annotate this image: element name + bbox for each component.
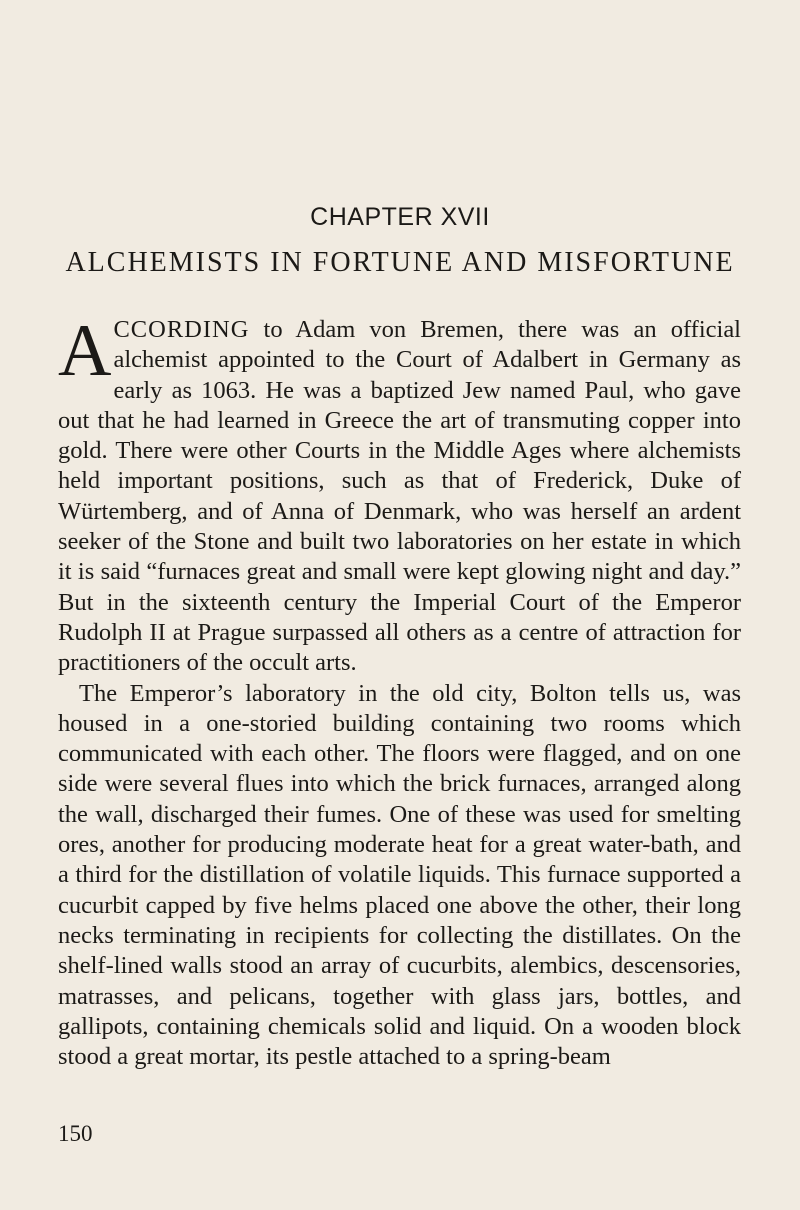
paragraph-1-text: to Adam von Bremen, there was an official alchemist appointed to the Court of Adalbert in Germany as early as 1063. He was a baptized Jew named Paul, who gave out that he had learned in Greece the art of transmuting copper into gold. There were other Courts in the Middle Ages where alchemists held important positions, such as that of Frederick, Duke of Würtemberg, and of Anna of Denmark, who was herself an ardent seeker of the Stone and built two laboratories on her estate in which it is said “furnaces great and small were kept glowing night and day.” But in the sixteenth century the Imperial Court of the Emperor Rudolph II at Prague surpassed all others as a centre of attraction for practitioners of the occult arts.: [58, 316, 741, 677]
paragraph-2: The Emperor’s laboratory in the old city, Bolton tells us, was housed in a one-storied building containing two rooms which communicated with each other. The floors were flagged, and on one side were several flues into which the brick furnaces, arranged along the wall, discharged their fumes. One of these was used for smelting ores, another for producing moderate heat for a great water-bath, and a third for the distillation of volatile liquids. This furnace supported a cucurbit capped by five helms placed one above the other, their long necks terminating in recipients for collecting the distillates. On the shelf-lined walls stood an array of cucurbits, alembics, descensories, matrasses, and pelicans, together with glass jars, bottles, and gallipots, containing chemicals solid and liquid. On a wooden block stood a great mortar, its pestle attached to a spring-beam: [58, 679, 741, 1071]
body-text: [58, 310, 741, 1072]
chapter-title: ALCHEMISTS IN FORTUNE AND MISFORTUNE: [65, 247, 735, 278]
drop-cap: A: [58, 310, 112, 392]
opening-word: CCORDING: [113, 316, 250, 343]
chapter-label: CHAPTER XVII: [310, 203, 490, 231]
page-number: 150: [58, 1121, 93, 1146]
paragraph-1: [58, 310, 741, 679]
